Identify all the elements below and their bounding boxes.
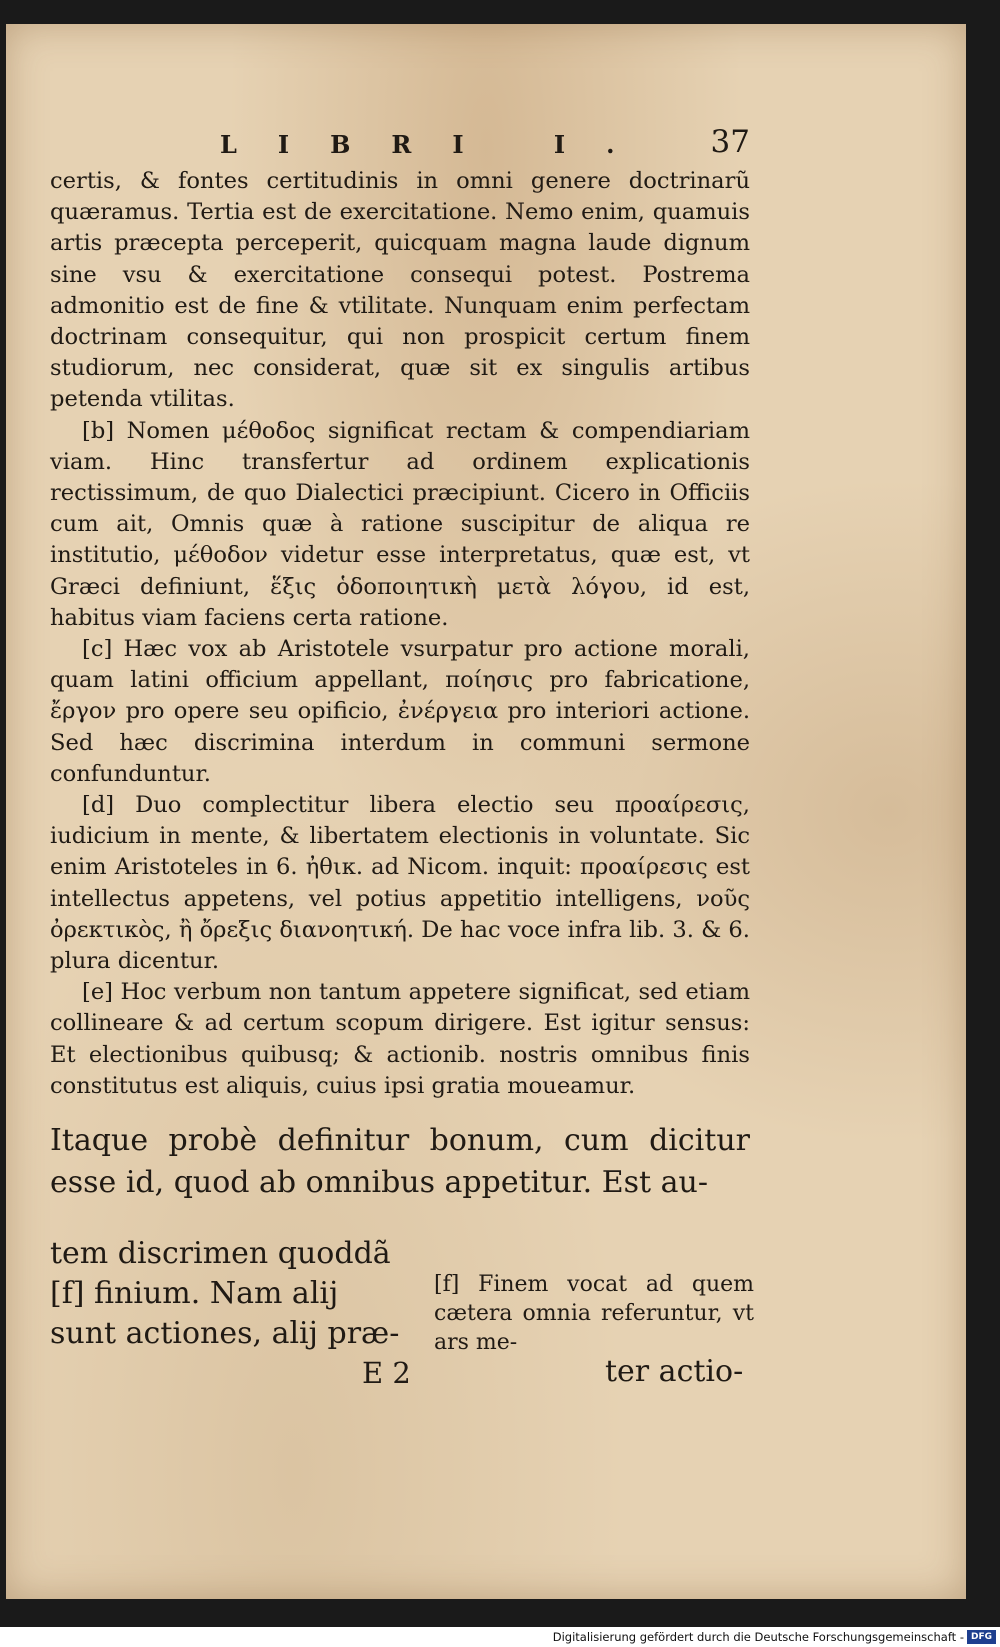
- page-content: [50, 124, 754, 1394]
- main-text: Itaque probè definitur bonum, cum dicitur esse id, quod ab omnibus appetitur. Est au-: [50, 1123, 750, 1201]
- note-paragraph-c: [c] Hæc vox ab Aristotele vsurpatur pro actione morali, quam latini officium appellant, ποίησις pro fabricatione, ἔργον pro opere seu opificio, ἐνέργεια pro interiori actione. Sed hæc discrimina interdum in communi sermone confunduntur.: [50, 636, 750, 787]
- page-number: 37: [710, 124, 750, 160]
- note-paragraph-d: [d] Duo complectitur libera electio seu προαίρεσις, iudicium in mente, & libertatem electionis in voluntate. Sic enim Aristoteles in 6. ἠθικ. ad Nicom. inquit: προαίρεσις est intellectus appetens, vel potius appetitio intelligens, νοῦς ὀρεκτικὸς, ἢ ὄρεξις διανοητική. De hac voce infra lib. 3. & 6. plura dicentur.: [50, 792, 750, 975]
- note-paragraph: certis, & fontes certitudinis in omni genere doctrinarũ quæramus. Tertia est de exercitatione. Nemo enim, quamuis artis præcepta perceperit, quicquam magna laude dignum sine vsu & exercitatione consequi potest. Postrema admonitio est de fine & vtilitate. Nunquam enim perfectam doctrinam consequitur, qui non prospicit certum finem studiorum, nec considerat, quæ sit ex singulis artibus petenda vtilitas.: [50, 168, 750, 413]
- side-note-f: [f] Finem vocat ad quem cætera omnia referuntur, vt ars me-: [434, 1272, 754, 1356]
- signature-mark: E 2: [362, 1356, 411, 1391]
- running-head-title: LIBRI I.: [220, 130, 656, 159]
- main-text-continued: tem discrimen quoddã [f] finium. Nam alij sunt actiones, alij præ-: [50, 1236, 400, 1352]
- dfg-logo: DFG: [967, 1630, 996, 1644]
- book-page: [6, 24, 966, 1599]
- note-paragraph-b: [b] Nomen μέθοδος significat rectam & compendiariam viam. Hinc transfertur ad ordinem explicationis rectissimum, de quo Dialectici præcipiunt. Cicero in Officiis cum ait, Omnis quæ à ratione suscipitur de aliqua re institutio, μέθοδον videtur esse interpretatus, quæ est, vt Græci definiunt, ἕξις ὁδοποιητικὴ μετὰ λόγου, id est, habitus viam faciens certa ratione.: [50, 417, 750, 631]
- bottom-block: [50, 1234, 754, 1394]
- digitization-footer: [0, 1628, 1000, 1647]
- catchword: ter actio-: [605, 1354, 744, 1390]
- funding-credit: Digitalisierung gefördert durch die Deutsche Forschungsgemeinschaft -: [552, 1630, 964, 1644]
- note-paragraph-e: [e] Hoc verbum non tantum appetere significat, sed etiam collineare & ad certum scopum dirigere. Est igitur sensus: Et electionibus quibusq; & actionib. nostris omnibus finis constitutus est aliquis, cuius ipsi gratia moueamur.: [50, 979, 750, 1099]
- running-head: [50, 124, 750, 162]
